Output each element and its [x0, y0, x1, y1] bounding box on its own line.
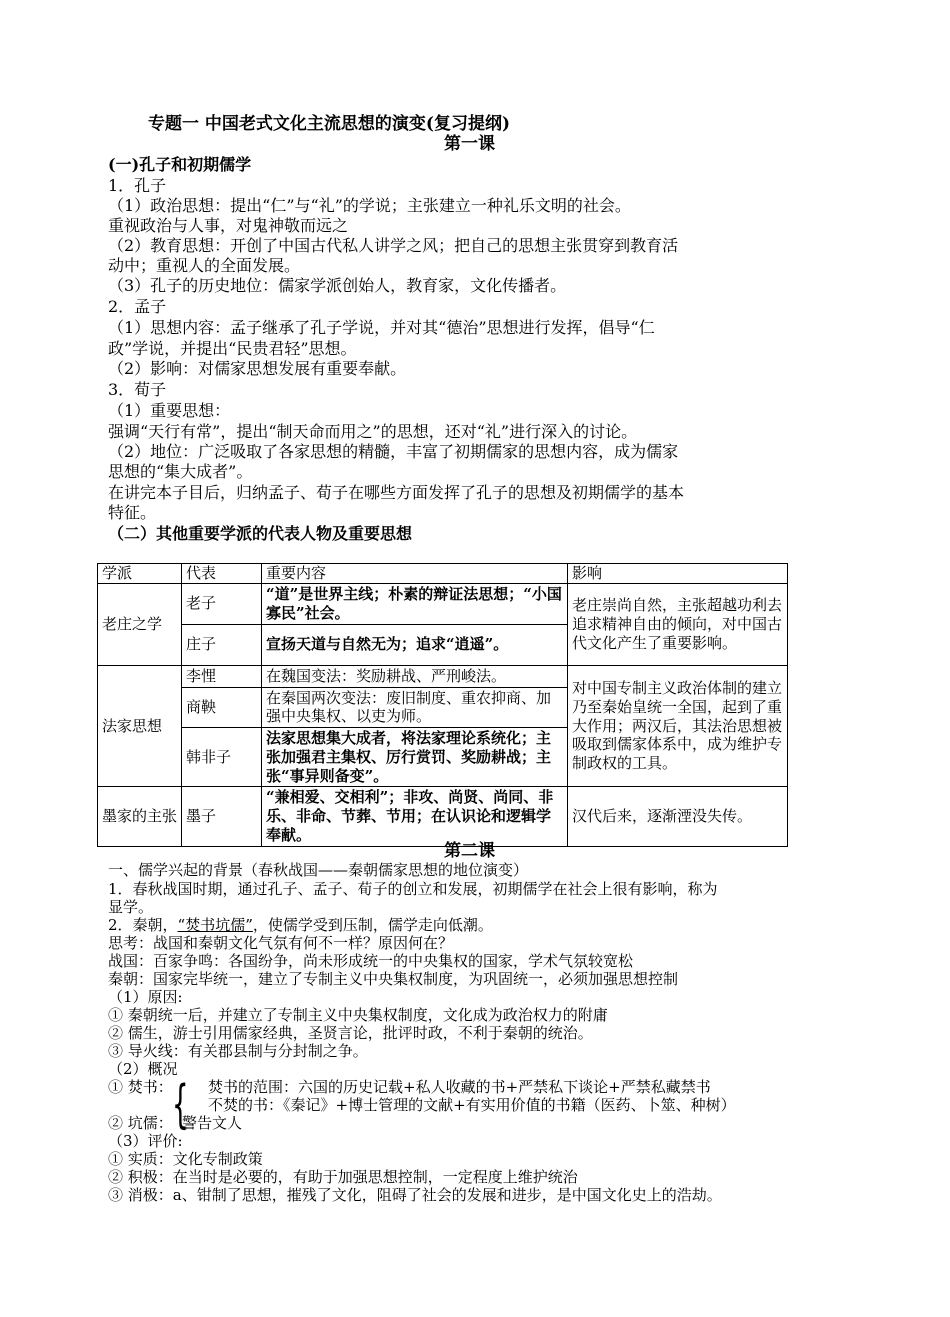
text-line: 显学。 — [108, 898, 154, 916]
impact-cell: 老庄崇尚自然，主张超越功利去追求精神自由的倾向，对中国古代文化产生了重要影响。 — [568, 583, 788, 665]
text-line: 焚书的范围：六国的历史记载+私人收藏的书+严禁私下谈论+严禁私藏禁书 — [208, 1078, 711, 1096]
section-two-heading: （二）其他重要学派的代表人物及重要思想 — [108, 524, 413, 543]
header-representative: 代表 — [182, 564, 262, 584]
content-cell: 在魏国变法：奖励耕战、严刑峻法。 — [262, 665, 568, 687]
document-title: 专题一 中国老式文化主流思想的演变(复习提纲) — [148, 114, 511, 134]
lesson-one-heading: 第一课 — [444, 134, 495, 154]
text-line: 警告文人 — [182, 1114, 243, 1132]
text-line: ③ 导火线：有关郡县制与分封制之争。 — [108, 1042, 368, 1060]
text-line: 政”学说，并提出“民贵君轻”思想。 — [108, 339, 357, 358]
text-line: ② 坑儒： — [108, 1114, 173, 1132]
text-line: 1．孔子 — [108, 176, 167, 195]
representative-cell: 商鞅 — [182, 687, 262, 728]
text-line: 思想的“集大成者”。 — [108, 462, 253, 481]
text-line: （2）教育思想：开创了中国古代私人讲学之风；把自己的思想主张贯穿到教育活 — [108, 236, 679, 255]
content-cell: “道”是世界主线；朴素的辩证法思想；“小国寡民”社会。 — [262, 583, 568, 624]
text-line — [108, 918, 493, 933]
text-line: 一、儒学兴起的背景（春秋战国——秦朝儒家思想的地位演变） — [108, 861, 529, 879]
text-line: 2．孟子 — [108, 297, 167, 316]
content-cell: 法家思想集大成者，将法家理论系统化；主张加强君主集权、厉行赏罚、奖励耕战；主张“事异则备变”。 — [262, 728, 568, 787]
text-line: 在讲完本子目后，归纳孟子、荀子在哪些方面发挥了孔子的思想及初期儒学的基本 — [108, 483, 685, 502]
text-line: （1）政治思想：提出“仁”与“礼”的学说；主张建立一种礼乐文明的社会。 — [108, 196, 631, 215]
text-line: （1）原因: — [108, 988, 183, 1006]
impact-cell: 汉代后来，逐渐湮没失传。 — [568, 787, 788, 846]
lesson-two-heading: 第二课 — [444, 841, 495, 861]
school-cell: 墨家的主张 — [98, 787, 182, 846]
text-line: 秦朝：国家完毕统一，建立了专制主义中央集权制度，为巩固统一，必须加强思想控制 — [108, 970, 679, 988]
text-line: 不焚的书：《秦记》+博士管理的文献+有实用价值的书籍（医药、卜筮、种树） — [208, 1096, 736, 1114]
header-school: 学派 — [98, 564, 182, 584]
brace-icon: { — [172, 1075, 189, 1135]
table-header-row — [98, 564, 788, 584]
text-line: （1）思想内容：孟子继承了孔子学说，并对其“德治”思想进行发挥，倡导“仁 — [108, 318, 655, 337]
text-line: 思考：战国和秦朝文化气氛有何不一样？原因何在？ — [108, 934, 454, 952]
school-cell: 老庄之学 — [98, 583, 182, 665]
text-line: 战国：百家争鸣：各国纷争，尚未形成统一的中央集权的国家，学术气氛较宽松 — [108, 952, 634, 970]
text-line: （3）孔子的历史地位：儒家学派创始人，教育家，文化传播者。 — [108, 276, 567, 295]
text-fragment: 2．秦朝， — [108, 916, 178, 934]
representative-cell: 韩非子 — [182, 728, 262, 787]
representative-cell: 墨子 — [182, 787, 262, 846]
schools-table — [97, 563, 788, 847]
school-cell: 法家思想 — [98, 665, 182, 787]
impact-cell: 对中国专制主义政治体制的建立乃至秦始皇统一全国，起到了重大作用；两汉后，其法治思想被吸取到儒家体系中，成为维护专制政权的工具。 — [568, 665, 788, 787]
header-impact: 影响 — [568, 564, 788, 584]
text-fragment: ，使儒学受到压制，儒学走向低潮。 — [252, 916, 493, 934]
text-line: ① 焚书： — [108, 1078, 173, 1096]
text-line: 1．春秋战国时期，通过孔子、孟子、荀子的创立和发展，初期儒学在社会上很有影响，称为 — [108, 880, 718, 898]
representative-cell: 李悝 — [182, 665, 262, 687]
text-line: （2）影响：对儒家思想发展有重要奉献。 — [108, 359, 407, 378]
text-line: 动中；重视人的全面发展。 — [108, 256, 301, 275]
text-line: （1）重要思想： — [108, 401, 231, 420]
text-line: 强调“天行有常”，提出“制天命而用之”的思想，还对“礼”进行深入的讨论。 — [108, 422, 638, 441]
text-line: ① 秦朝统一后，并建立了专制主义中央集权制度，文化成为政治权力的附庸 — [108, 1006, 608, 1024]
representative-cell: 老子 — [182, 583, 262, 624]
content-cell: 在秦国两次变法：废旧制度、重农抑商、加强中央集权、以吏为师。 — [262, 687, 568, 728]
content-cell: “兼相爱、交相利”；非攻、尚贤、尚同、非乐、非命、节葬、节用；在认识论和逻辑学奉献。 — [262, 787, 568, 846]
representative-cell: 庄子 — [182, 624, 262, 665]
text-line: ② 积极：在当时是必要的，有助于加强思想控制，一定程度上维护统治 — [108, 1168, 578, 1186]
underlined-term: “焚书坑儒” — [177, 916, 253, 934]
text-line: ② 儒生，游士引用儒家经典，圣贤言论，批评时政，不利于秦朝的统治。 — [108, 1024, 593, 1042]
section-one-heading: (一)孔子和初期儒学 — [108, 155, 252, 174]
text-line: 特征。 — [108, 503, 157, 522]
text-line: （2）地位：广泛吸取了各家思想的精髓，丰富了初期儒家的思想内容，成为儒家 — [108, 442, 679, 461]
table-row — [98, 787, 788, 846]
table-row — [98, 583, 788, 624]
text-line: （2）概况 — [108, 1060, 178, 1078]
text-line: ③ 消极：a、钳制了思想，摧残了文化，阻碍了社会的发展和进步，是中国文化史上的浩劫。 — [108, 1186, 722, 1204]
header-content: 重要内容 — [262, 564, 568, 584]
content-cell: 宣扬天道与自然无为；追求“逍遥”。 — [262, 624, 568, 665]
table-row — [98, 665, 788, 687]
text-line: 3．荀子 — [108, 380, 167, 399]
text-line: （3）评价: — [108, 1132, 183, 1150]
text-line: ① 实质：文化专制政策 — [108, 1150, 263, 1168]
text-line: 重视政治与人事，对鬼神敬而远之 — [108, 216, 349, 235]
